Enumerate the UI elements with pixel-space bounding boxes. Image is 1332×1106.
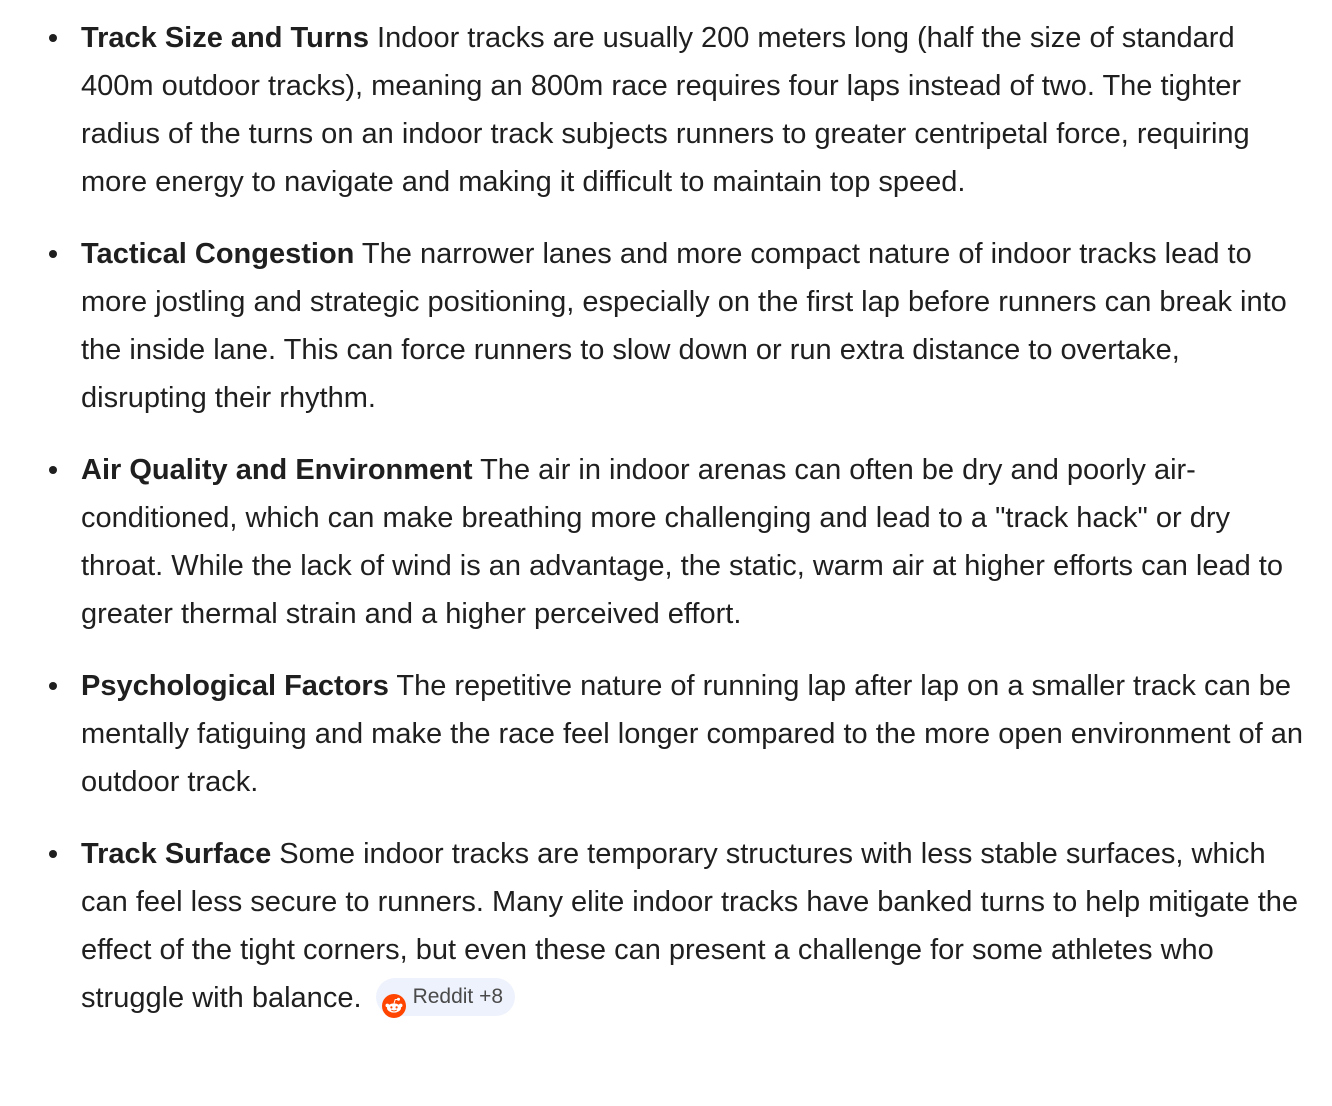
- item-text: Some indoor tracks are temporary structures with less stable surfaces, which can feel less secure to runners. Many elite indoor tracks have banked turns to help mitigate the effect of the tight corners, but even these can present a challenge for some athletes who struggle with balance.: [81, 838, 1299, 1014]
- list-item-air-quality: [0, 446, 1304, 638]
- reddit-icon: [382, 985, 406, 1009]
- item-term: Tactical Congestion: [81, 238, 355, 270]
- item-term: Track Size and Turns: [81, 22, 369, 54]
- item-term: Psychological Factors: [81, 670, 389, 702]
- list-item-track-size: [0, 14, 1304, 206]
- source-chip-label: Reddit +8: [412, 985, 504, 1009]
- list-item-tactical-congestion: [0, 230, 1304, 422]
- list-item-psychological-factors: [0, 662, 1304, 806]
- bullet: [49, 682, 57, 690]
- item-text: The air in indoor arenas can often be dry and poorly air-conditioned, which can make breathing more challenging and lead to a "track hack" or dry throat. While the lack of wind is an advantage, the static, warm air at higher efforts can lead to greater thermal strain and a higher perceived effort.: [81, 454, 1283, 630]
- item-text: The repetitive nature of running lap after lap on a smaller track can be mentally fatiguing and make the race feel longer compared to the more open environment of an outdoor track.: [81, 670, 1303, 798]
- item-text: The narrower lanes and more compact nature of indoor tracks lead to more jostling and strategic positioning, especially on the first lap before runners can break into the inside lane. This can force runners to slow down or run extra distance to overtake, disrupting their rhythm.: [81, 238, 1287, 414]
- bullet: [49, 34, 57, 42]
- item-text: Indoor tracks are usually 200 meters long (half the size of standard 400m outdoor tracks), meaning an 800m race requires four laps instead of two. The tighter radius of the turns on an indoor track subjects runners to greater centripetal force, requiring more energy to navigate and making it difficult to maintain top speed.: [81, 22, 1250, 198]
- list-item-track-surface: [0, 830, 1304, 1022]
- bullet: [49, 466, 57, 474]
- item-term: Air Quality and Environment: [81, 454, 473, 486]
- bullet: [49, 850, 57, 858]
- source-chip[interactable]: [376, 978, 515, 1016]
- bullet: [49, 250, 57, 258]
- item-term: Track Surface: [81, 838, 272, 870]
